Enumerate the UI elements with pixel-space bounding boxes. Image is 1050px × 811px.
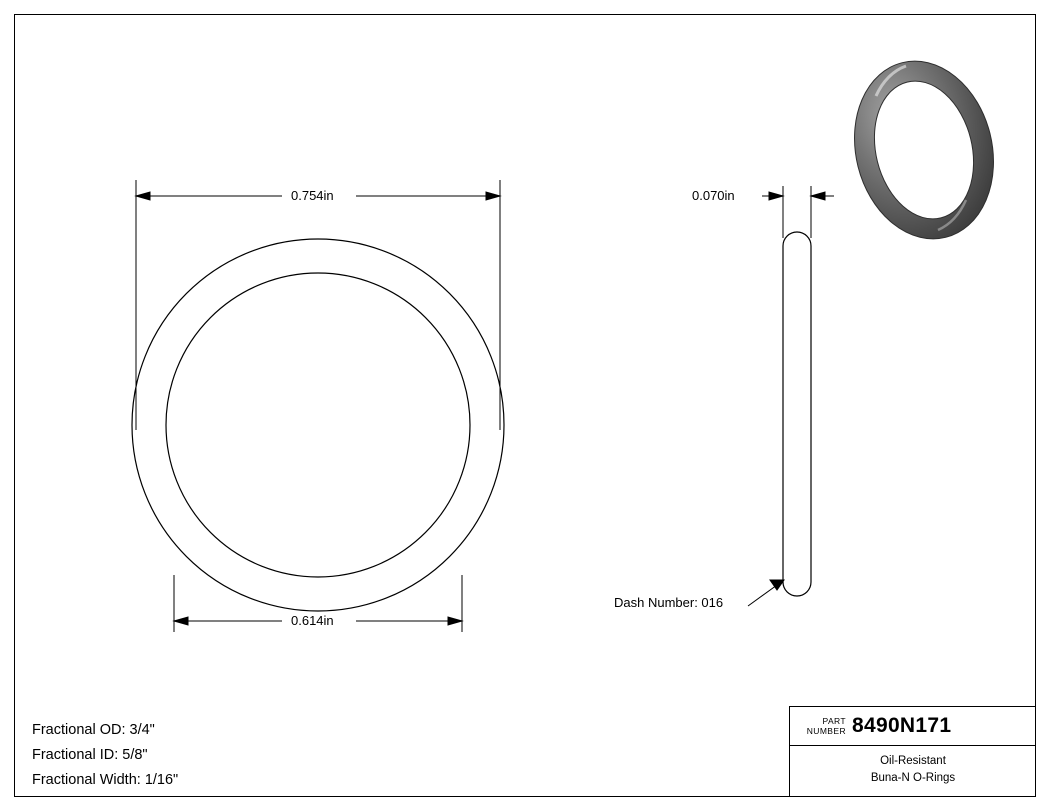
oring-3d-render	[836, 46, 1012, 254]
spec-item-od: Fractional OD: 3/4"	[32, 722, 155, 738]
spec-list	[32, 718, 178, 793]
dash-number-label: Dash Number: 016	[614, 595, 724, 610]
title-block-description	[790, 746, 1036, 787]
title-block-part-row	[790, 707, 1036, 746]
width-dimension-lines	[762, 186, 834, 238]
dash-number-leader	[748, 580, 784, 606]
side-view-section	[783, 232, 811, 596]
part-number-value: 8490N171	[852, 714, 952, 737]
od-dimension-lines	[136, 180, 500, 430]
id-dimension-label: 0.614in	[291, 613, 334, 628]
spec-item-width: Fractional Width: 1/16"	[32, 772, 179, 788]
width-dimension-label: 0.070in	[692, 188, 735, 203]
part-number-label	[790, 716, 852, 736]
spec-item-id: Fractional ID: 5/8"	[32, 747, 148, 763]
description-line1: Oil-Resistant	[880, 755, 946, 767]
front-view-oring	[132, 239, 504, 611]
part-label-line2: NUMBER	[806, 726, 846, 736]
part-label-line1: PART	[822, 716, 846, 726]
description-line2: Buna-N O-Rings	[870, 772, 956, 784]
title-block	[789, 706, 1036, 797]
od-dimension-label: 0.754in	[291, 188, 334, 203]
